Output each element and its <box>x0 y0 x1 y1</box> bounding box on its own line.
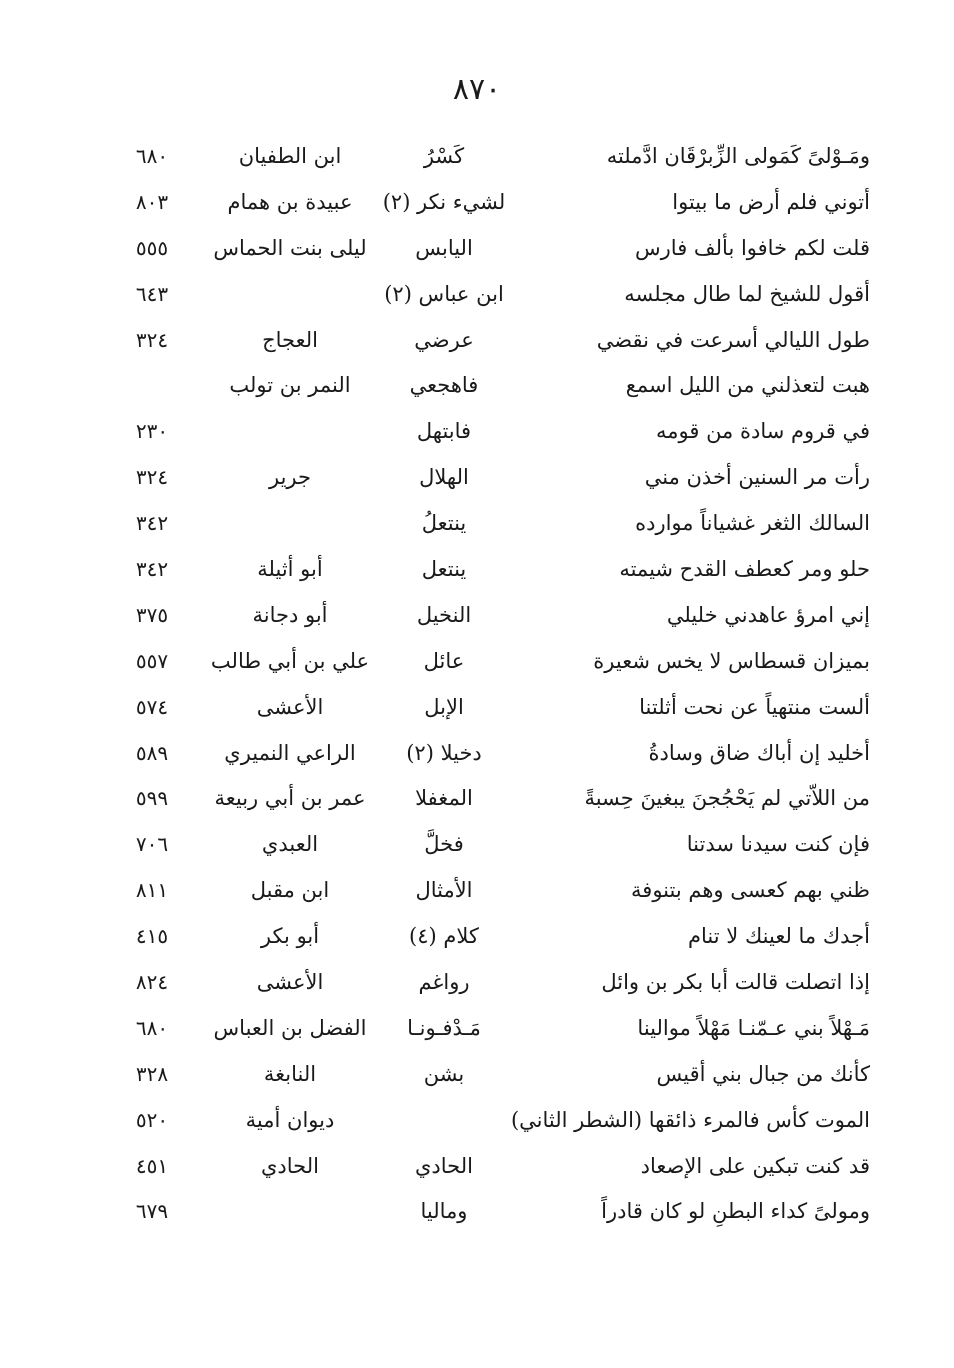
rhyme-word: الإبل <box>424 694 464 719</box>
page-ref: ٣٢٤ <box>135 465 169 490</box>
poet-name: ابن الطفيان <box>238 144 342 168</box>
poet-name: أبو بكر <box>260 924 320 949</box>
rhyme-word: رواغم <box>418 970 470 995</box>
rhyme-word: المغفلا <box>415 786 473 811</box>
page-ref: ٧٠٦ <box>135 832 169 857</box>
table-row <box>0 1189 954 1235</box>
rhyme-word: ينتعلُ <box>421 511 467 536</box>
rhyme-word: عائل <box>423 648 465 673</box>
page-ref: ٣٤٢ <box>135 557 169 582</box>
table-row <box>0 318 954 364</box>
verse-text: فإن كنت سيدنا سدتنا <box>686 832 870 857</box>
verse-text: حلو ومر كعطف القدح شيمته <box>619 557 870 582</box>
page-ref: ٤٥١ <box>135 1153 169 1178</box>
poet-name: ديوان أمية <box>245 1107 335 1132</box>
rhyme-word: ابن عباس (٢) <box>384 281 504 306</box>
table-row <box>0 960 954 1006</box>
page-ref: ٥٥٥ <box>135 235 169 260</box>
poet-name: الحادي <box>261 1153 319 1178</box>
verse-text: إذا اتصلت قالت أبا بكر بن وائل <box>601 970 870 995</box>
rhyme-word: فاهجعي <box>409 373 479 398</box>
verse-text: ومولىً كداء البطنِ لو كان قادراً <box>601 1199 870 1224</box>
page-ref: ٣٢٤ <box>135 327 169 352</box>
table-row <box>0 1052 954 1098</box>
table-row <box>0 455 954 501</box>
poet-name: الراعي النميري <box>224 740 356 765</box>
verse-text: أتوني فلم أرض ما بيتوا <box>672 189 870 214</box>
rhyme-word: عرضي <box>414 327 474 352</box>
verse-index-table <box>0 134 954 1235</box>
table-row <box>0 134 954 180</box>
poet-name: الأعشى <box>256 694 324 719</box>
poet-name: جرير <box>269 465 311 490</box>
poet-name: الفضل بن العباس <box>213 1015 367 1040</box>
verse-text: من اللاّتي لم يَحْجُجنَ يبغينَ حِسبةً <box>584 786 870 811</box>
verse-text: رأت مر السنين أخذن مني <box>644 465 870 490</box>
verse-text: طول الليالي أسرعت في نقضي <box>596 327 870 352</box>
poet-name: النمر بن تولب <box>229 373 351 398</box>
rhyme-word: الهلال <box>419 465 469 490</box>
page-ref: ٥٢٠ <box>135 1107 169 1132</box>
table-row <box>0 180 954 226</box>
table-row <box>0 226 954 272</box>
poet-name: ليلى بنت الحماس <box>213 235 367 260</box>
table-row <box>0 272 954 318</box>
verse-text: بميزان قسطاس لا يخس شعيرة <box>593 648 870 673</box>
page-ref: ٥٥٧ <box>135 648 169 673</box>
verse-text: كأنك من جبال بني أقيس <box>656 1061 870 1086</box>
table-row <box>0 547 954 593</box>
rhyme-word: كلام (٤) <box>409 924 479 949</box>
verse-text: أخليد إن أباك ضاق وسادةُ <box>648 740 870 765</box>
page-ref: ٢٣٠ <box>135 419 169 444</box>
rhyme-word: دخيلا (٢) <box>406 740 482 765</box>
page-ref: ٥٨٩ <box>135 740 169 765</box>
table-row <box>0 685 954 731</box>
page-ref: ٨٢٤ <box>135 970 169 995</box>
rhyme-word: لشيء نكر (٢) <box>382 189 506 214</box>
verse-text: السالك الثغر غشياناً موارده <box>635 511 870 536</box>
poet-name: أبو دجانة <box>252 602 328 627</box>
page-ref: ٨١١ <box>135 878 169 903</box>
poet-name: الأعشى <box>256 970 324 995</box>
page-ref: ٣٤٢ <box>135 511 169 536</box>
table-row <box>0 1144 954 1190</box>
rhyme-word: وماليا <box>420 1199 468 1224</box>
poet-name: عبيدة بن همام <box>227 189 353 214</box>
table-row <box>0 363 954 409</box>
table-row <box>0 1006 954 1052</box>
verse-text: مَـهْلاً بني عـمّنـا مَهْلاً موالينا <box>637 1015 870 1040</box>
page-ref: ٦٨٠ <box>135 144 169 168</box>
rhyme-word: كَسْرُ <box>423 144 465 168</box>
table-row <box>0 731 954 777</box>
rhyme-word: بشن <box>423 1061 465 1086</box>
rhyme-word: النخيل <box>416 602 472 627</box>
poet-name: عمر بن أبي ربيعة <box>214 786 366 811</box>
page-ref: ٥٩٩ <box>135 786 169 811</box>
poet-name: أبو أثيلة <box>257 557 323 582</box>
verse-text: قلت لكم خافوا بألف فارس <box>635 235 870 260</box>
verse-text: في قروم سادة من قومه <box>656 419 870 444</box>
verse-text: ومَـوْلىً كَمَولى الزِّبرْقَان ادَّملته <box>606 144 870 168</box>
table-row <box>0 914 954 960</box>
page-ref: ٨٠٣ <box>135 189 169 214</box>
verse-text: قد كنت تبكين على الإصعاد <box>640 1153 870 1178</box>
verse-text: الموت كأس فالمرء ذائقها (الشطر الثاني) <box>510 1107 870 1132</box>
table-row <box>0 409 954 455</box>
poet-name: ابن مقبل <box>250 878 330 903</box>
page-ref: ٦٧٩ <box>135 1199 169 1224</box>
table-row <box>0 639 954 685</box>
rhyme-word: فخلَّ <box>424 832 464 857</box>
table-row <box>0 868 954 914</box>
page-ref: ٦٤٣ <box>135 281 169 306</box>
poet-name: علي بن أبي طالب <box>210 648 370 673</box>
rhyme-word: اليابس <box>415 235 473 260</box>
rhyme-word: الأمثال <box>415 878 473 903</box>
page-ref: ٣٧٥ <box>135 602 169 627</box>
rhyme-word: الحادي <box>415 1153 473 1178</box>
table-row <box>0 501 954 547</box>
verse-text: أجدك ما لعينك لا تنام <box>688 924 870 949</box>
page-ref: ٤١٥ <box>135 924 169 949</box>
verse-text: ظني بهم كعسى وهم بتنوفة <box>631 878 870 903</box>
rhyme-word: ينتعل <box>421 557 467 582</box>
poet-name: العجاج <box>262 327 318 352</box>
rhyme-word: فابتهل <box>416 419 472 444</box>
page-number: ٨٧٠ <box>452 72 502 107</box>
poet-name: النابغة <box>263 1061 317 1086</box>
verse-text: أقول للشيخ لما طال مجلسه <box>624 281 870 306</box>
verse-text: ألست منتهياً عن نحت أثلتنا <box>639 694 870 719</box>
verse-text: هبت لتعذلني من الليل اسمع <box>625 373 870 398</box>
poet-name: العبدي <box>261 832 319 857</box>
table-row <box>0 593 954 639</box>
table-row <box>0 776 954 822</box>
page-ref: ٣٢٨ <box>135 1061 169 1086</box>
verse-text: إني امرؤ عاهدني خليلي <box>666 602 870 627</box>
rhyme-word: مَـدْفـونـا <box>407 1015 481 1040</box>
table-row <box>0 1098 954 1144</box>
table-row <box>0 822 954 868</box>
page-ref: ٥٧٤ <box>135 694 169 719</box>
page-ref: ٦٨٠ <box>135 1015 169 1040</box>
